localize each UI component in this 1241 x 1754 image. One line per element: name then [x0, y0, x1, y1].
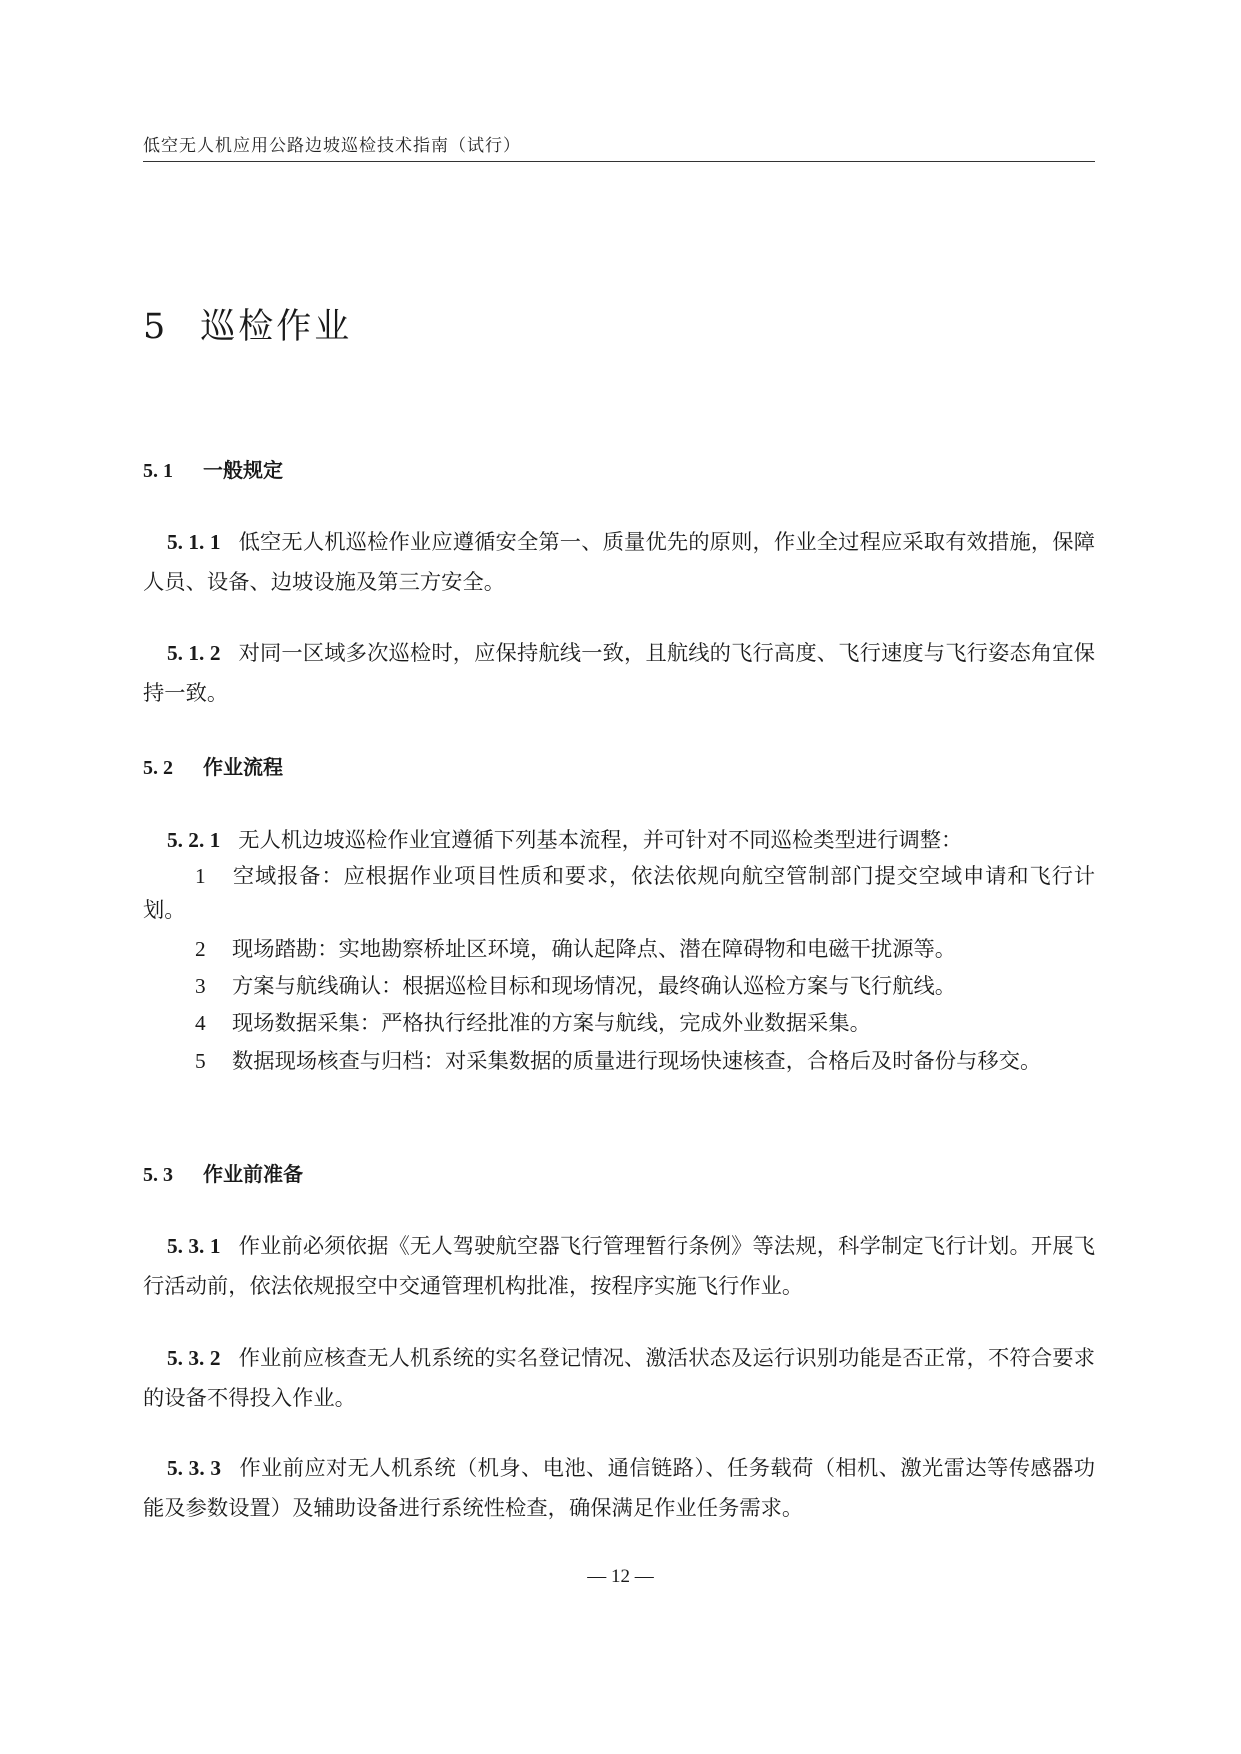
clause-text: 对同一区域多次巡检时，应保持航线一致，且航线的飞行高度、飞行速度与飞行姿态角宜保持一致。 — [143, 641, 1095, 706]
section-number: 5. 2 — [143, 757, 173, 779]
clause-text: 作业前应核查无人机系统的实名登记情况、激活状态及运行识别功能是否正常，不符合要求的设备不得投入作业。 — [143, 1346, 1095, 1411]
list-item — [143, 932, 1095, 967]
clause-number: 5. 3. 2 — [167, 1346, 221, 1370]
section-number: 5. 1 — [143, 460, 173, 482]
clause-number: 5. 2. 1 — [167, 828, 221, 852]
list-item-number: 4 — [195, 1011, 206, 1035]
list-item — [143, 969, 1095, 1004]
page-number: — 12 — — [587, 1566, 654, 1587]
list-item-number: 1 — [195, 864, 206, 888]
clause-text: 作业前应对无人机系统（机身、电池、通信链路）、任务载荷（相机、激光雷达等传感器功能及参数设置）及辅助设备进行系统性检查，确保满足作业任务需求。 — [143, 1456, 1095, 1521]
list-item-number: 2 — [195, 937, 206, 961]
clause-5-2-1 — [143, 820, 1095, 861]
clause-text: 作业前必须依据《无人驾驶航空器飞行管理暂行条例》等法规，科学制定飞行计划。开展飞行活动前，依法依规报空中交通管理机构批准，按程序实施飞行作业。 — [143, 1234, 1095, 1299]
section-heading-5-3 — [143, 1158, 303, 1187]
list-item-text: 方案与航线确认：根据巡检目标和现场情况，最终确认巡检方案与飞行航线。 — [232, 974, 957, 999]
list-item — [143, 1006, 1095, 1041]
header-rule — [143, 161, 1095, 162]
list-item-number: 3 — [195, 974, 206, 998]
section-title: 作业前准备 — [203, 1162, 303, 1186]
chapter-number: 5 — [143, 307, 169, 347]
clause-5-3-3 — [143, 1448, 1095, 1529]
clause-5-3-1 — [143, 1226, 1095, 1307]
list-item-text: 现场数据采集：严格执行经批准的方案与航线，完成外业数据采集。 — [232, 1011, 871, 1036]
clause-text: 无人机边坡巡检作业宜遵循下列基本流程，并可针对不同巡检类型进行调整： — [238, 828, 963, 853]
clause-text: 低空无人机巡检作业应遵循安全第一、质量优先的原则，作业全过程应采取有效措施，保障人员、设备、边坡设施及第三方安全。 — [143, 530, 1095, 595]
list-item — [143, 859, 1095, 928]
list-item-text: 数据现场核查与归档：对采集数据的质量进行现场快速核查，合格后及时备份与移交。 — [232, 1049, 1042, 1074]
clause-number: 5. 1. 2 — [167, 641, 221, 665]
list-item-text: 空域报备：应根据作业项目性质和要求，依法依规向航空管制部门提交空域申请和飞行计划。 — [143, 864, 1095, 923]
clause-number: 5. 3. 1 — [167, 1234, 221, 1258]
list-item — [143, 1044, 1095, 1079]
clause-5-1-1 — [143, 522, 1095, 603]
list-item-number: 5 — [195, 1049, 206, 1073]
section-title: 作业流程 — [203, 755, 283, 779]
chapter-title-text: 巡检作业 — [200, 307, 353, 347]
chapter-title — [143, 299, 352, 349]
section-heading-5-2 — [143, 751, 283, 780]
clause-number: 5. 1. 1 — [167, 530, 221, 554]
clause-5-3-2 — [143, 1338, 1095, 1419]
clause-5-1-2 — [143, 633, 1095, 714]
list-item-text: 现场踏勘：实地勘察桥址区环境，确认起降点、潜在障碍物和电磁干扰源等。 — [232, 937, 957, 962]
section-heading-5-1 — [143, 454, 283, 483]
clause-number: 5. 3. 3 — [167, 1456, 221, 1480]
section-number: 5. 3 — [143, 1164, 173, 1186]
section-title: 一般规定 — [203, 458, 283, 482]
running-header: 低空无人机应用公路边坡巡检技术指南（试行） — [143, 136, 521, 156]
